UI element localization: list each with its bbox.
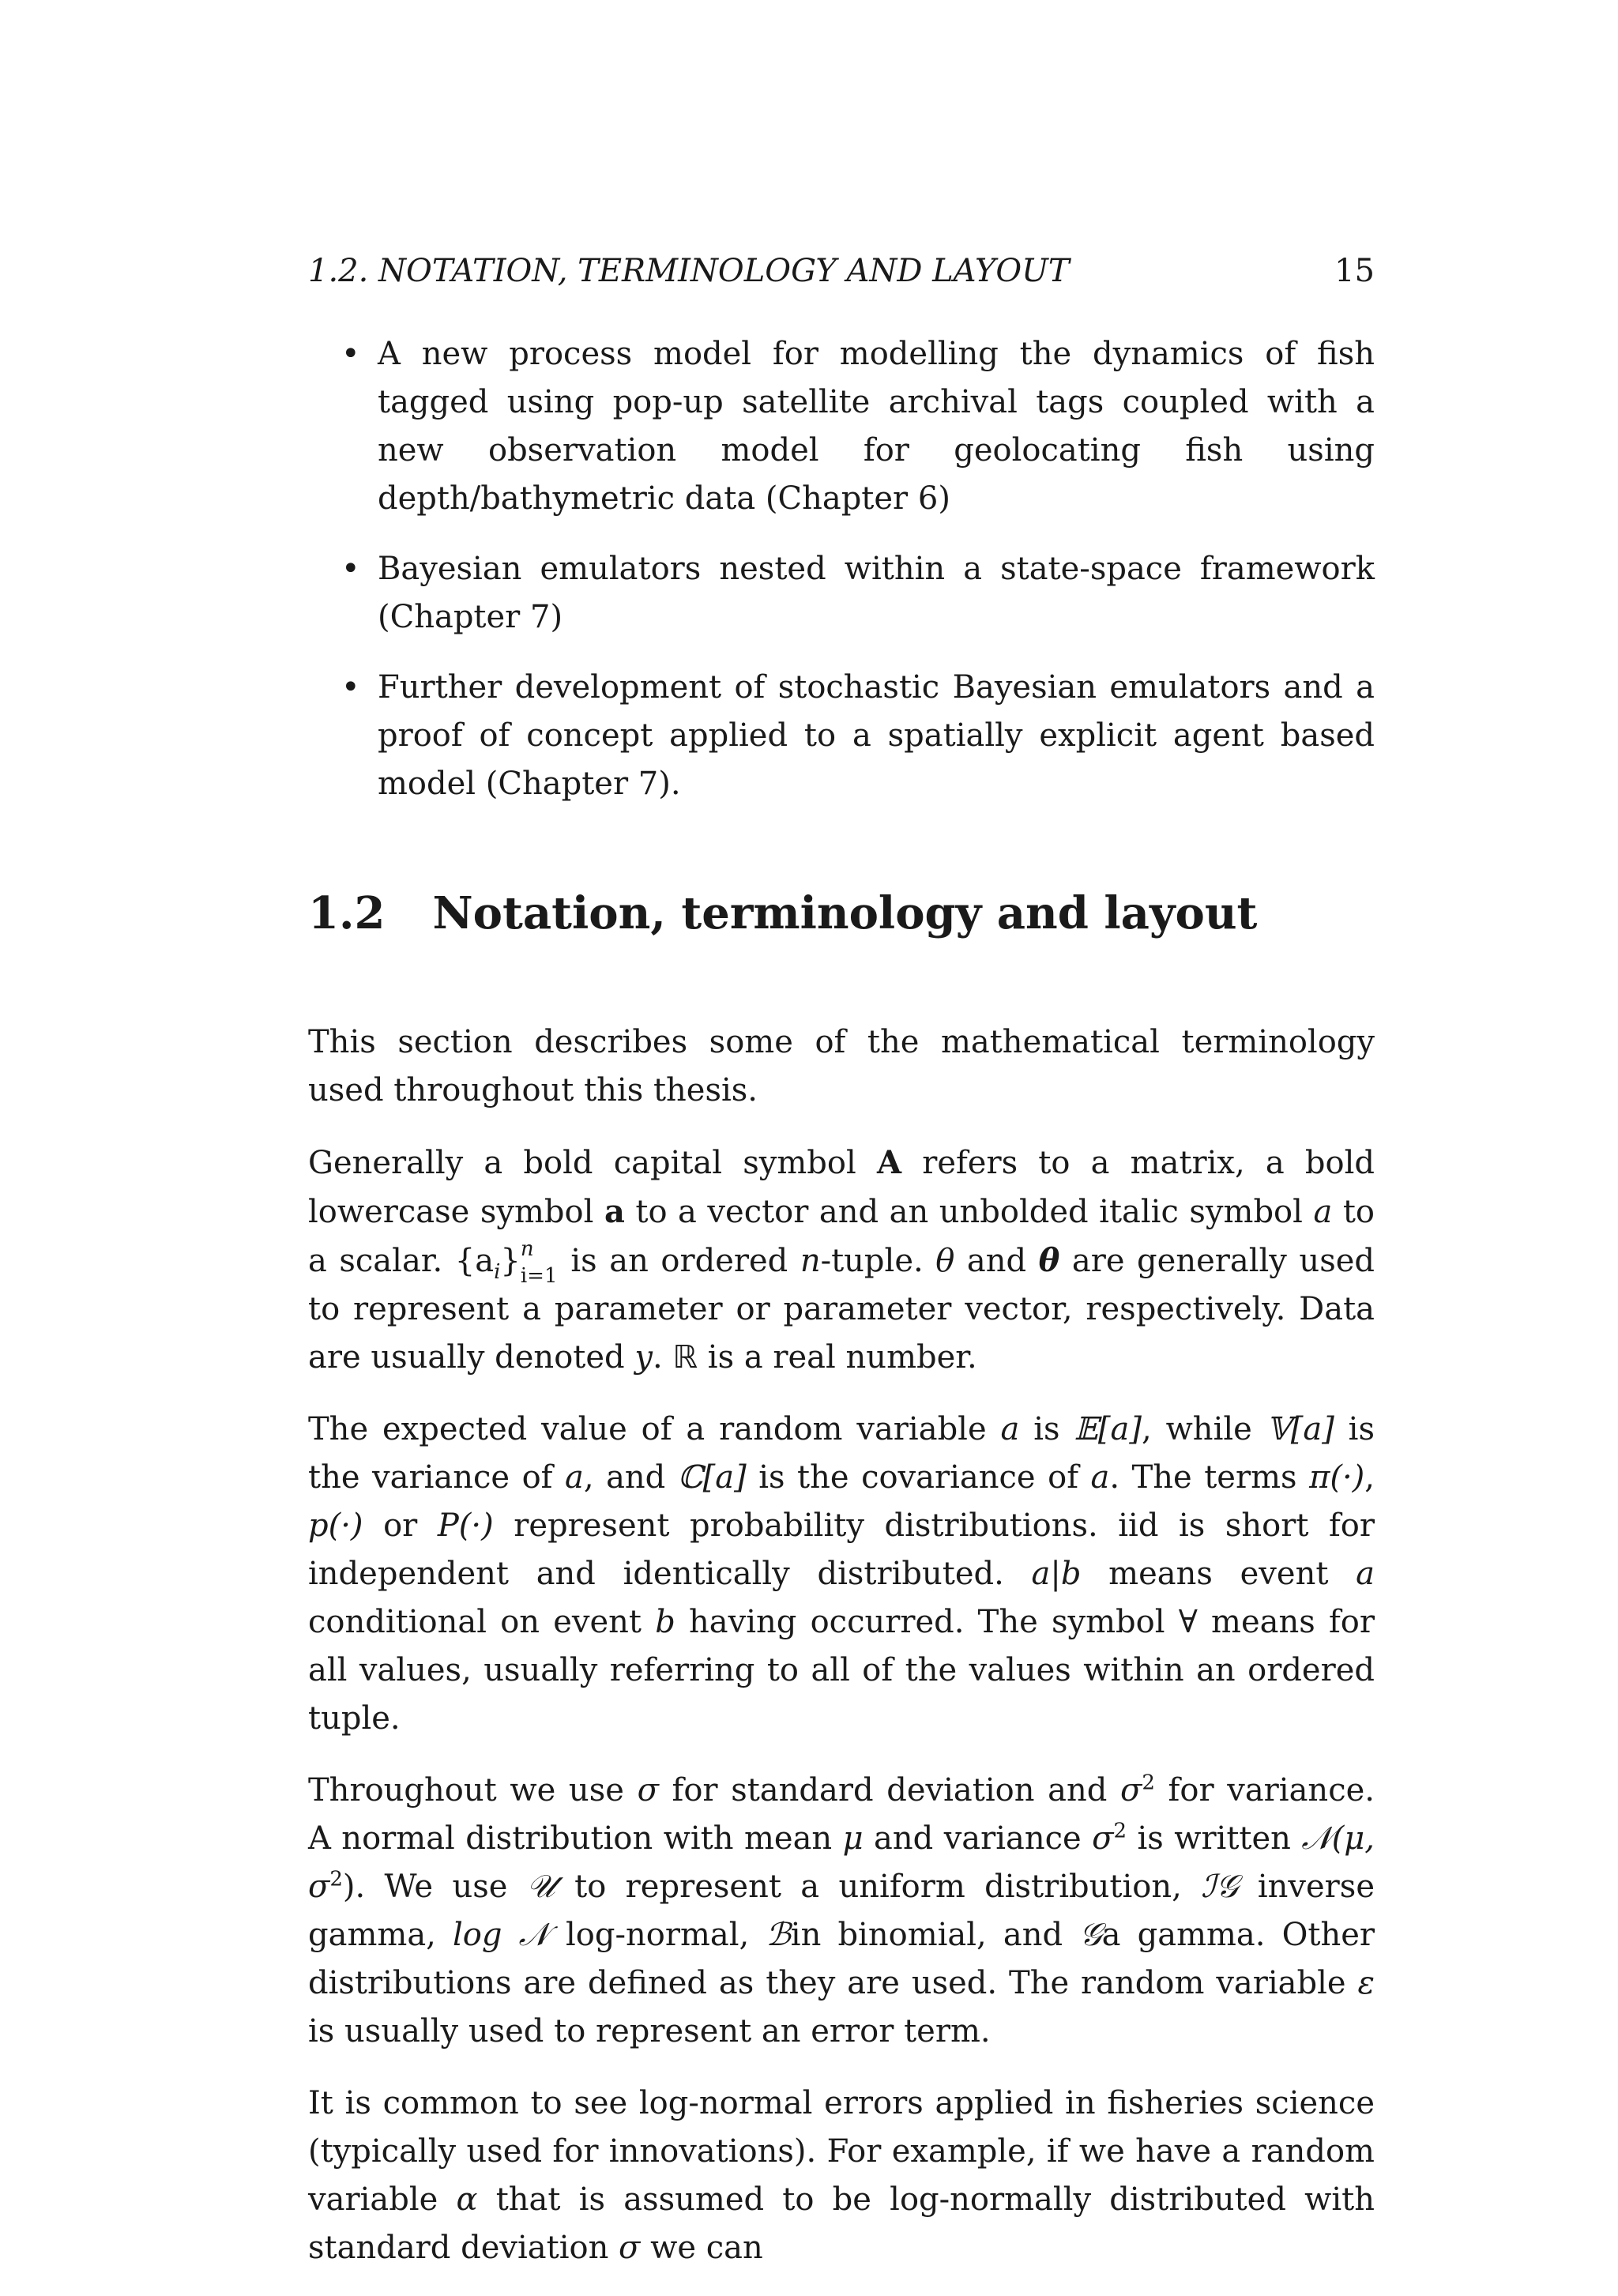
list-item (338, 545, 1375, 642)
running-head (308, 253, 1375, 308)
section-title: Notation, terminology and layout (432, 887, 1258, 939)
section-heading (308, 887, 1375, 939)
contribution-list (308, 330, 1375, 808)
paragraph-symbols: Generally a bold capital symbol A refers to a matrix, a bold lowercase symbol a to a vector and an unbolded italic symbol a to a scalar. $\{a_i\}$ n i=1 is an ordered n-tuple. θ and θ are generally used to represent a parameter or parameter vector, respectively. Data are usually denoted y. ℝ is a real number. (308, 1144, 1375, 1376)
paragraph-distributions: Throughout we use σ for standard deviation and $\sigma^2$ for variance. A normal distribution with mean μ and variance $\sigma^2$ is written 𝒩(μ, $\sigma^2$). We use 𝒰 to represent a uniform distribution, ℐ𝒢 inverse gamma, log 𝒩 log-normal, ℬin binomial, and 𝒢a gamma. Other distributions are defined as they are used. The random variable ε is usually used to represent an error term. (308, 1771, 1375, 2049)
paragraph-intro: This section describes some of the mathematical terminology used throughout this thesis. (308, 1024, 1375, 1108)
bullet-icon: • (341, 551, 360, 587)
page (308, 253, 1375, 2296)
running-title: 1.2. NOTATION, TERMINOLOGY AND LAYOUT (308, 253, 1070, 289)
paragraph-operators: The expected value of a random variable a is 𝔼[a], while 𝕍[a] is the variance of a, and ℂ[a] is the covariance of a. The terms π(·), p(·) or P(·) represent probability distributions. iid is short for independent and identically distributed. a|b means event a conditional on event b having occurred. The symbol ∀ means for all values, usually referring to all of the values within an ordered tuple. (308, 1411, 1375, 1737)
list-item-text: Bayesian emulators nested within a state-space framework (Chapter 7) (378, 551, 1375, 635)
list-item-text: A new process model for modelling the dynamics of fish tagged using pop-up satellite archival tags coupled with a new observation model for geolocating fish using depth/bathymetric data (Chapter 6) (378, 336, 1375, 517)
list-item-text: Further development of stochastic Bayesian emulators and a proof of concept applied to a spatially explicit agent based model (Chapter 7). (378, 669, 1375, 802)
section-number: 1.2 (308, 887, 386, 939)
page-number: 15 (1334, 253, 1375, 289)
paragraph-lognormal: It is common to see log-normal errors applied in fisheries science (typically used for innovations). For example, if we have a random variable α that is assumed to be log-normally distributed with standard deviation σ we can (308, 2085, 1375, 2266)
list-item (338, 330, 1375, 523)
bullet-icon: • (341, 336, 360, 372)
list-item (338, 664, 1375, 808)
bullet-icon: • (341, 669, 360, 706)
